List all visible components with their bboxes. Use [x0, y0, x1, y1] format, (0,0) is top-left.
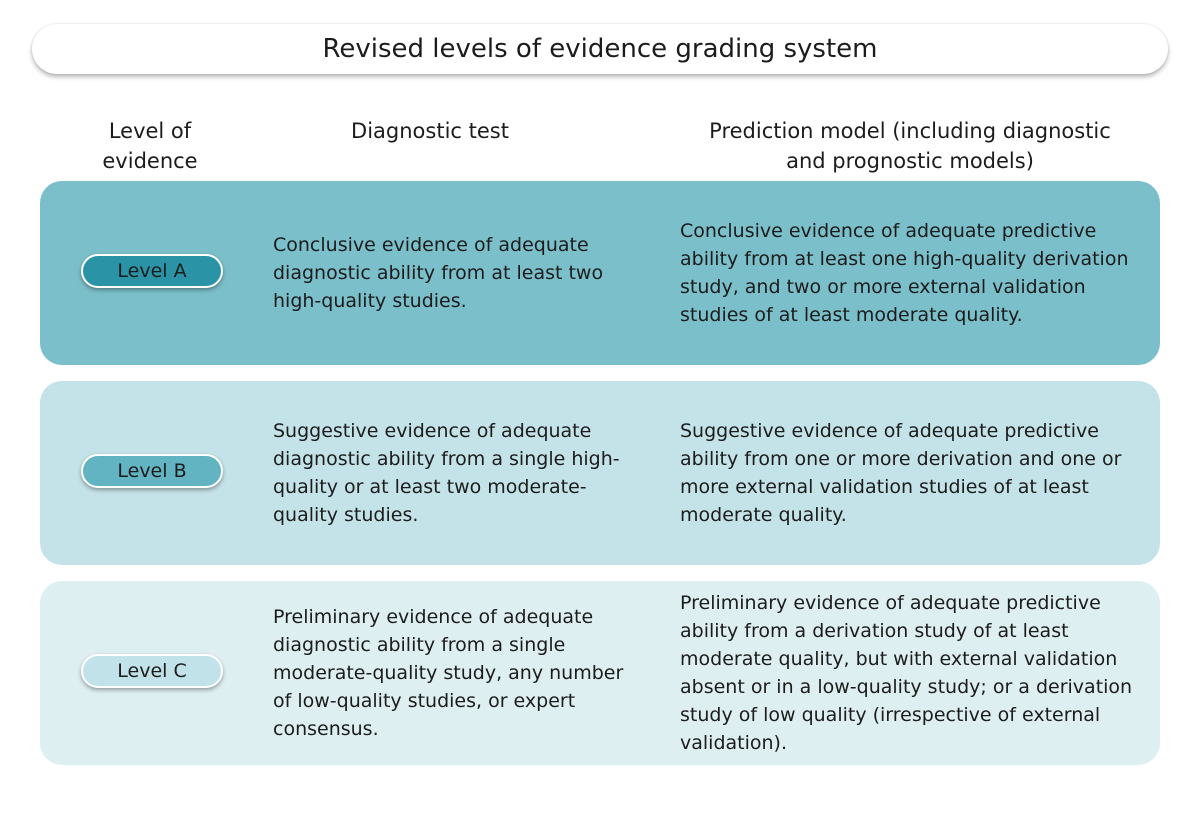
level-b-diagnostic-text: Suggestive evidence of adequate diagnostic ability from a single high-quality or at least two moderate-quality studies.: [273, 420, 620, 526]
level-c-prediction-text: Preliminary evidence of adequate predictive ability from a derivation study of at least moderate quality, but with external validation absent or in a low-quality study; or a derivation study of low quality (irrespective of external validation).: [680, 592, 1133, 754]
level-a-diagnostic-text: Conclusive evidence of adequate diagnostic ability from at least two high-quality studies.: [273, 234, 604, 312]
level-b-badge: Level B: [81, 454, 223, 488]
header-diagnostic-test: Diagnostic test: [351, 119, 509, 143]
level-b-row: [40, 381, 1160, 565]
level-a-prediction-text: Conclusive evidence of adequate predictive ability from at least one high-quality derivation study, and two or more external validation studies of at least moderate quality.: [680, 220, 1129, 326]
level-c-row: [40, 581, 1160, 765]
header-level-of-evidence: Level of evidence: [102, 119, 198, 173]
header-prediction-model: Prediction model (including diagnostic and prognostic models): [709, 119, 1111, 173]
level-b-prediction-text: Suggestive evidence of adequate predictive ability from one or more derivation and one or more external validation studies of at least moderate quality.: [680, 420, 1122, 526]
level-c-diagnostic-text: Preliminary evidence of adequate diagnostic ability from a single moderate-quality study, any number of low-quality studies, or expert consensus.: [273, 606, 624, 740]
level-a-row: [40, 181, 1160, 365]
level-a-badge: Level A: [81, 254, 223, 288]
page-title: Revised levels of evidence grading system: [32, 24, 1168, 74]
level-c-badge: Level C: [81, 654, 223, 688]
